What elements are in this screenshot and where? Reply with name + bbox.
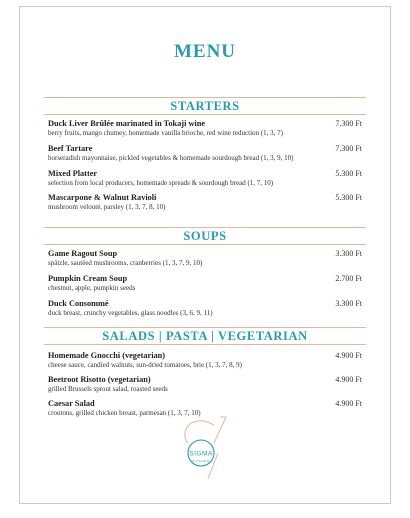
menu-page xyxy=(19,6,391,504)
item-description: spätzle, sautéed mushrooms, cranberries (1, 3, 7, 9, 10) xyxy=(48,259,203,267)
item-description: croutons, grilled chicken breast, parmesan (1, 3, 7, 10) xyxy=(48,409,201,417)
item-description: cheese sauce, candied walnuts, sun-dried tomatoes, brie (1, 3, 7, 8, 9) xyxy=(48,361,242,369)
item-price: 5.300 Ft xyxy=(335,193,362,202)
item-price: 4.900 Ft xyxy=(335,375,362,384)
item-price: 4.900 Ft xyxy=(335,399,362,408)
page-title: MENU xyxy=(173,41,237,62)
item-name: Duck Consommé xyxy=(48,299,109,308)
item-description: mushroom velouté, parsley (1, 3, 7, 8, 10) xyxy=(48,203,166,211)
section-heading-soups: SOUPS xyxy=(44,227,366,245)
item-description: grilled Brussels sprout salad, roasted seeds xyxy=(48,385,168,393)
item-name: Homemade Gnocchi (vegetarian) xyxy=(48,351,166,360)
menu-item xyxy=(48,119,362,141)
menu-item xyxy=(48,249,362,271)
item-name: Duck Liver Brûlée marinated in Tokaji wine xyxy=(48,119,206,128)
menu-item xyxy=(48,274,362,296)
restaurant-logo-icon xyxy=(174,413,234,481)
svg-text:KITCHEN: KITCHEN xyxy=(192,459,210,463)
item-price: 7.300 Ft xyxy=(335,119,362,128)
item-price: 3.300 Ft xyxy=(335,249,362,258)
item-name: Game Ragout Soup xyxy=(48,249,118,258)
menu-item xyxy=(48,169,362,191)
item-price: 7.300 Ft xyxy=(335,144,362,153)
item-name: Pumpkin Cream Soup xyxy=(48,274,128,283)
item-price: 5.300 Ft xyxy=(335,169,362,178)
section-heading-starters: STARTERS xyxy=(44,97,366,115)
item-name: Mixed Platter xyxy=(48,169,98,178)
item-price: 2.700 Ft xyxy=(335,274,362,283)
item-description: chestnut, apple, pumpkin seeds xyxy=(48,284,136,292)
item-price: 3.300 Ft xyxy=(335,299,362,308)
item-name: Caesar Salad xyxy=(48,399,95,408)
menu-item xyxy=(48,351,362,373)
item-price: 4.900 Ft xyxy=(335,351,362,360)
menu-item xyxy=(48,375,362,397)
menu-item xyxy=(48,193,362,215)
item-name: Beef Tartare xyxy=(48,144,93,153)
item-description: horseradish mayonnaise, pickled vegetables & homemade sourdough bread (1, 3, 9, 10) xyxy=(48,154,294,162)
item-name: Beetroot Risotto (vegetarian) xyxy=(48,375,151,384)
item-description: berry fruits, mango chutney, homemade vanilla brioche, red wine reduction (1, 3, 7) xyxy=(48,129,283,137)
section-heading-salads-pasta-vegetarian: SALADS | PASTA | VEGETARIAN xyxy=(44,327,366,345)
svg-text:SIGMA: SIGMA xyxy=(189,450,213,458)
item-description: duck breast, crunchy vegetables, glass noodles (3, 6, 9, 11) xyxy=(48,309,213,317)
item-name: Mascarpone & Walnut Ravioli xyxy=(48,193,157,202)
item-description: selection from local producers, homemade spreads & sourdough bread (1, 7, 10) xyxy=(48,179,274,187)
menu-item xyxy=(48,299,362,321)
menu-item xyxy=(48,144,362,166)
